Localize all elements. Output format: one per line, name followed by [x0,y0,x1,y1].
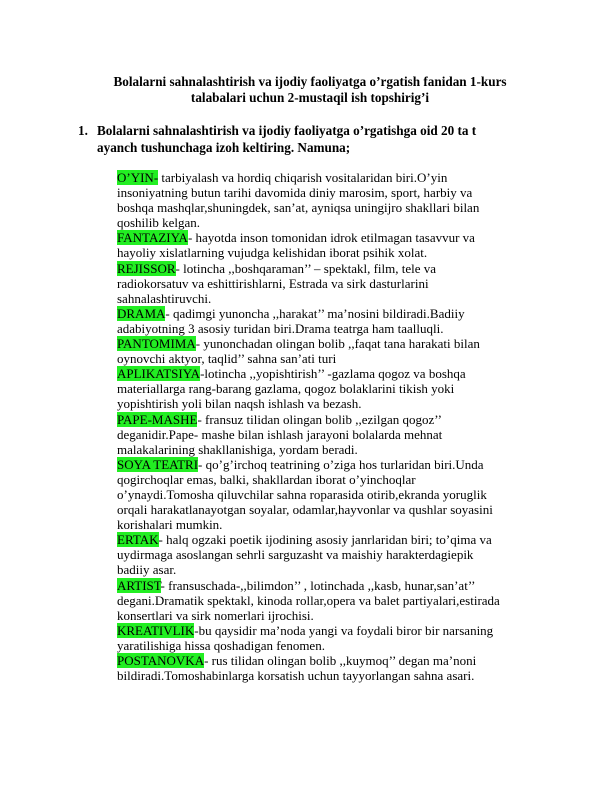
glossary-entry [117,336,557,366]
glossary-definition-line: radiokorsatuv va eshittirishlarni, Estrada va sirk dasturlarini [117,275,429,291]
glossary-definition-line: yopishtirish yoli bilan naqsh ishlash va bezash. [117,396,362,412]
title-line: talabalari uchun 2-mustaqil ish topshirig’i [190,90,430,105]
glossary-definition-line: -bu qaysidir ma’noda yangi va foydali biror bir narsaning [194,622,494,638]
glossary-entry [117,261,557,306]
glossary-entry [117,623,557,653]
glossary-definition-line: tarbiyalash va hordiq chiqarish vositalaridan biri.O’yin [158,170,448,185]
glossary-entry [117,306,557,336]
glossary-definition-line: oynovchi aktyor, taqlid’’ sahna san’ati turi [117,351,337,367]
glossary-definition-line: malakalarining shakllanishiga, yordam beradi. [117,441,358,457]
glossary-definition-line: uydirmaga asoslangan sehrli sarguzasht va maishiy harakterdagiepik [117,547,474,563]
task-heading [78,122,577,156]
title-line: Bolalarni sahnalashtirish va ijodiy faoliyatga o’rgatish fanidan 1-kurs [113,74,507,89]
glossary-list [117,170,557,683]
glossary-term: O’YIN- [117,170,159,185]
glossary-definition-line: - qadimgi yunoncha ,,harakat’’ ma’nosini bildiradi.Badiiy [165,305,465,321]
glossary-entry [117,366,557,411]
glossary-definition-line: - lotincha ,,boshqaraman’’ – spektakl, film, tele va [175,260,437,276]
glossary-definition-line: - hayotda inson tomonidan idrok etilmagan tasavvur va [187,230,475,246]
task-text-line: ayanch tushunchaga izoh keltiring. Namuna; [97,140,351,155]
glossary-term: APLIKATSIYA [117,366,201,382]
glossary-definition-line: - yunonchadan olingan bolib ,,faqat tana harakati bilan [195,336,480,352]
glossary-definition-line: bildiradi.Tomoshabinlarga korsatish uchun tayyorlangan sahna asari. [117,668,475,684]
glossary-definition-line: korishalari mumkin. [117,517,223,533]
glossary-entry [117,230,557,260]
glossary-term: PAPE-MASHE [117,411,198,427]
glossary-definition-line: orqali harakatlanayotgan soyalar, odamlar,hayvonlar va qushlar soyasini [117,502,493,518]
glossary-definition-line: adabiyotning 3 asosiy turidan biri.Drama teatrga ham taalluqli. [117,320,444,336]
glossary-entry [117,578,557,623]
glossary-entry [117,653,557,683]
glossary-definition-line: qoshilib kelgan. [117,215,201,231]
glossary-definition-line: - qo’g’irchoq teatrining o’ziga hos turlaridan biri.Unda [198,456,484,472]
glossary-entry [117,170,557,230]
glossary-term: KREATIVLIK [117,622,195,638]
glossary-definition-line: - halq ogzaki poetik ijodining asosiy janrlaridan biri; to’qima va [158,532,492,548]
glossary-definition-line: qogirchoqlar emas, balki, shakllardan iborat o’yinchoqlar [117,471,416,487]
glossary-definition-line: o’ynaydi.Tomosha qiluvchilar sahna roparasida otirib,ekranda yoruglik [117,486,487,502]
glossary-entry [117,412,557,457]
glossary-definition-line: insoniyatning butun tarihi davomida diniy marosim, sport, harbiy va [117,185,473,201]
glossary-term: REJISSOR [117,260,176,276]
glossary-definition-line: konsertlari va sirk nomerlari ijrochisi. [117,607,314,623]
glossary-definition-line: materiallarga rang-barang gazlama, qogoz bolaklarini tikish yoki [117,381,455,397]
glossary-term: ARTIST [117,577,161,593]
glossary-entry [117,532,557,577]
glossary-term: POSTANOVKA [117,653,205,668]
glossary-term: ERTAK [117,532,159,548]
glossary-definition-line: sahnalashtiruvchi. [117,290,212,306]
glossary-definition-line: degani.Dramatik spektakl, kinoda rollar,opera va balet partiyalari,estirada [117,592,500,608]
document-title [60,74,560,106]
glossary-term: PANTOMIMA [117,336,196,352]
glossary-definition-line: - rus tilidan olingan bolib ,,kuymoq’’ degan ma’noni [204,653,477,668]
glossary-term: SOYA TEATRI [117,456,199,472]
glossary-definition-line: yaratilishiga hissa qoshadigan fenomen. [117,637,325,653]
glossary-definition-line: deganidir.Pape- mashe bilan ishlash jarayoni bolalarda mehnat [117,426,443,442]
glossary-definition-line: - fransuz tilidan olingan bolib ,,ezilgan qogoz’’ [197,411,442,427]
task-number: 1. [78,123,88,138]
glossary-term: FANTAZIYA [117,230,188,246]
glossary-definition-line: -lotincha ,,yopishtirish’’ -gazlama qogoz va boshqa [200,366,466,382]
glossary-definition-line: boshqa mashqlar,shuningdek, san’at, ayniqsa uningijro shakllari bilan [117,200,480,216]
glossary-definition-line: hayoliy xislatlarning vujudga kelishidan iborat psihik xolat. [117,245,428,261]
glossary-definition-line: badiiy asar. [117,562,177,578]
glossary-entry [117,457,557,532]
task-text-line: Bolalarni sahnalashtirish va ijodiy faoliyatga o’rgatishga oid 20 ta t [97,123,477,138]
glossary-definition-line: - fransuschada-,,bilimdon’’ , lotinchada ,,kasb, hunar,san’at’’ [160,577,476,593]
glossary-term: DRAMA [117,305,166,321]
